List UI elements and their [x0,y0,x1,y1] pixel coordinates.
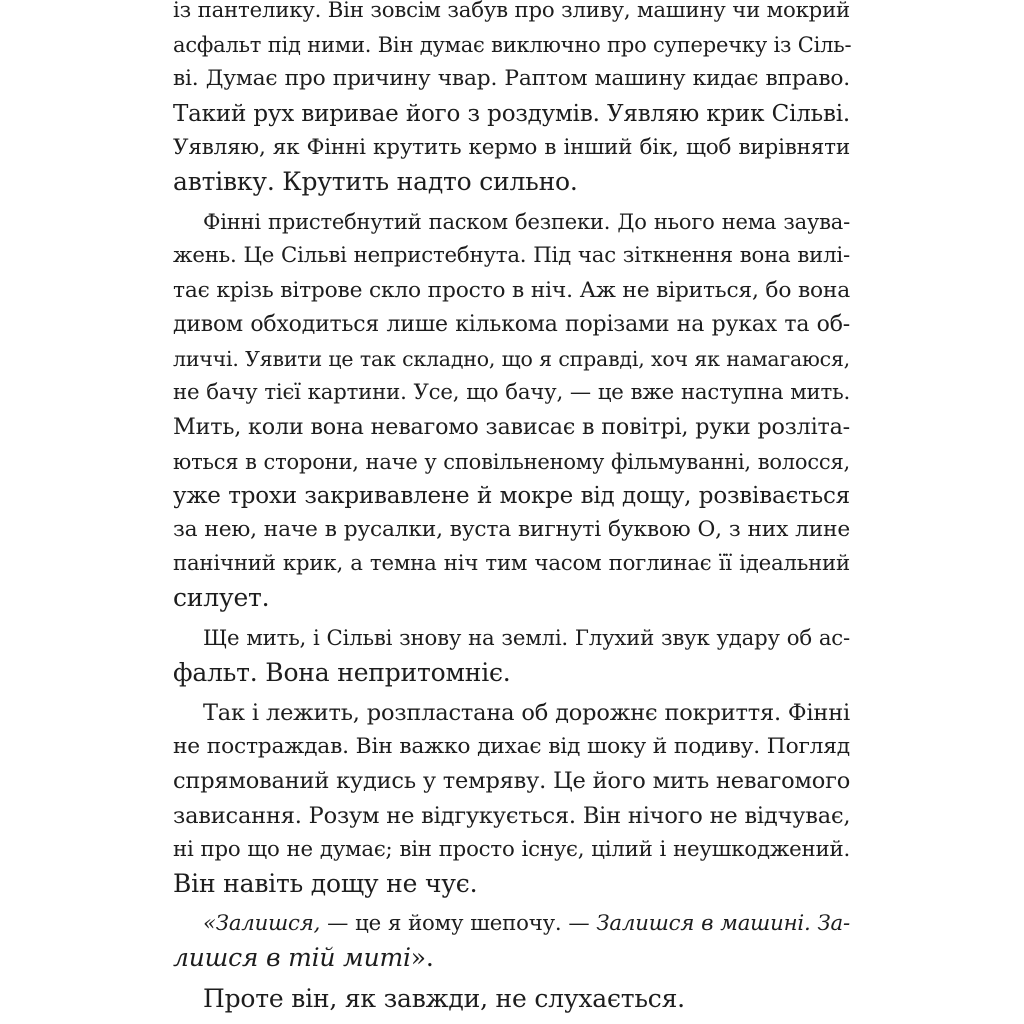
page-body-text [173,0,850,1016]
text-line: Так і лежить, розпластана об дорожнє покриття. Фінні [203,700,850,727]
text-line: дивом обходиться лише кількома порізами на руках та об- [173,311,850,337]
text-line: не постраждав. Він важко дихає від шоку й подиву. Погляд [173,734,850,760]
text-line: Мить, коли вона невагомо зависає в повітрі, руки розліта- [173,414,850,441]
text-line: силует. [173,583,270,613]
quote-italic-run: Залишся в машині. За- [596,911,850,937]
text-line: із пантелику. Він зовсім забув про зливу, машину чи мокрий [173,0,850,23]
text-line: уже трохи закривавлене й мокре від дощу, розвівається [173,482,850,509]
paragraph-3 [173,622,850,690]
text-line: ні про що не думає; він просто існує, цілий і неушкоджений. [173,836,850,862]
text-line: тає крізь вітрове скло просто в ніч. Аж не віриться, бо вона [173,277,850,303]
paragraph-2 [173,205,850,615]
quote-paragraph [173,907,850,975]
text-line: ються в сторони, наче у сповільненому фільмуванні, волосся, [173,449,850,474]
text-line: Проте він, як завжди, не слухається. [203,983,685,1013]
quote-line [173,907,850,941]
text-line: асфальт під ними. Він думає виключно про суперечку із Сіль- [173,33,852,58]
quote-regular-run: — це я йому шепочу. — [320,911,597,937]
text-line: не бачу тієї картини. Усе, що бачу, — це вже наступна мить. [173,380,850,406]
quote-italic-run: лишся в тій миті [173,943,411,973]
text-line: за нею, наче в русалки, вуста вигнуті буквою О, з них лине [173,517,850,543]
text-line: Уявляю, як Фінні крутить кермо в інший бік, щоб вирівняти [173,134,850,160]
text-line: спрямований кудись у темряву. Це його мить невагомого [173,768,851,795]
text-line: фальт. Вона непритомніє. [173,657,511,687]
text-line: личчі. Уявити це так складно, що я справді, хоч як намагаюся, [173,347,850,372]
text-line: зависання. Розум не відгукується. Він нічого не відчуває, [173,802,851,829]
text-line: Ще мить, і Сільві знову на землі. Глухий звук удару об ас- [203,625,850,651]
text-line: панічний крик, а темна ніч тим часом поглинає її ідеальний [173,551,850,577]
paragraph-1 [173,0,850,199]
text-line: автівку. Крутить надто сильно. [173,167,578,197]
text-line: ві. Думає про причину чвар. Раптом машину кидає вправо. [173,66,850,92]
final-paragraph [173,982,850,1016]
text-line: жень. Це Сільві непристебнута. Під час зіткнення вона вилі- [173,243,850,269]
quote-line [173,941,850,975]
text-line: Він навіть дощу не чує. [173,869,478,899]
paragraph-4 [173,696,850,901]
text-line: Такий рух виривае його з роздумів. Уявляю крик Сільві. [173,100,850,127]
text-line: Фінні пристебнутий паском безпеки. До нього нема заува- [203,210,850,235]
quote-regular-run: ». [410,943,434,973]
quote-italic-run: «Залишся, [203,911,321,937]
